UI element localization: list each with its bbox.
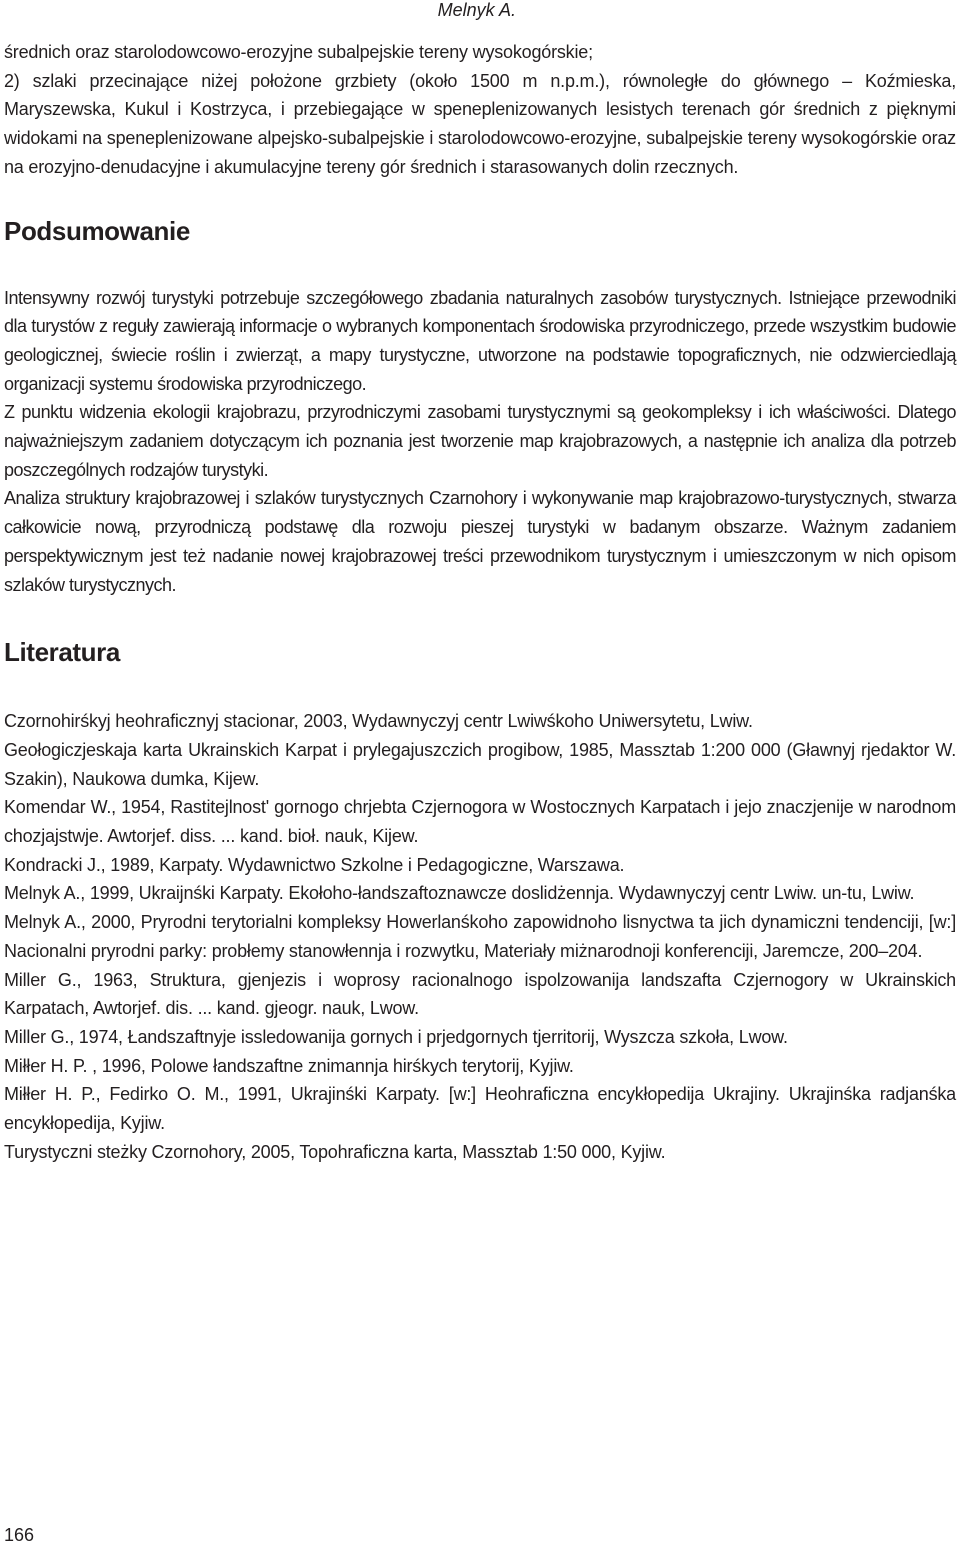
- summary-paragraph: Z punktu widzenia ekologii krajobrazu, przyrodniczymi zasobami turystycznymi są geokompleksy i ich właściwości. Dlatego najważniejszym zadaniem dotyczącym ich poznania jest tworzenie map krajobrazowych, a następnie ich analiza dla potrzeb poszczególnych rodzajów turystyki.: [4, 402, 956, 480]
- page-body: [4, 38, 956, 1167]
- summary-heading: Podsumowanie: [4, 215, 190, 246]
- summary-paragraph: Analiza struktury krajobrazowej i szlaków turystycznych Czarnohory i wykonywanie map krajobrazowo-turystycznych, stwarza całkowicie nową, przyrodniczą podstawę dla rozwoju pieszej turystyki w badanym obszarze. Ważnym zadaniem perspektywicznym jest też nadanie nowej krajobrazowej treści przewodnikom turystycznym i umieszczonym w nich opisom szlaków turystycznych.: [4, 488, 956, 595]
- summary-paragraph: Intensywny rozwój turystyki potrzebuje szczegółowego zbadania naturalnych zasobów turystycznych. Istniejące przewodniki dla turystów z reguły zawierają informacje o wybranych komponentach środowiska przyrodniczego, przede wszystkim budowie geologicznej, świecie roślin i zwierząt, a mapy turystyczne, utworzone na podstawie topograficznych, nie odzwierciedlają organizacji systemu środowiska przyrodniczego.: [4, 287, 956, 394]
- reference-entry: Miller G., 1974, Łandszaftnyje issledowanija gornych i prjedgornych tjerritorij, Wyszcza szkoła, Lwow.: [4, 1026, 788, 1047]
- reference-entry: Czornohirśkyj heohraficznyj stacionar, 2003, Wydawnyczyj centr Lwiwśkoho Uniwersytetu, Lwiw.: [4, 711, 753, 732]
- reference-entry: Kondracki J., 1989, Karpaty. Wydawnictwo Szkolne i Pedagogiczne, Warszawa.: [4, 854, 625, 875]
- reference-entry: Melnyk A., 1999, Ukraijnśki Karpaty. Ekołoho-łandszaftoznawcze doslidżennja. Wydawnyczyj centr Lwiw. un-tu, Lwiw.: [4, 883, 915, 904]
- reference-entry: Komendar W., 1954, Rastitejlnost' gornogo chrjebta Czjernogora w Wostocznych Karpatach i jejo znaczjenije w narodnom chozjajstwje. Awtorjef. diss. ... kand. bioł. nauk, Kijew.: [4, 797, 956, 847]
- literature-heading: Literatura: [4, 637, 120, 668]
- reference-entry: Miller G., 1963, Struktura, gjenjezis i woprosy racionalnogo ispolzowanija landszafta Czjernogory w Ukrainskich Karpatach, Awtorjef. dis. ... kand. gjeogr. nauk, Lwow.: [4, 969, 956, 1019]
- page-number: 166: [4, 1525, 35, 1545]
- reference-entry: Melnyk A., 2000, Pryrodni terytorialni kompleksy Howerlanśkoho zapowidnoho lisnyctwa ta jich dynamiczni tendenciji, [w:] Nacionalni pryrodni parky: probłemy stanowłennja i rozwytku, Materiały miżnarodnoji konferenciji, Jaremcze, 200–204.: [4, 912, 956, 961]
- running-header-author: Melnyk A.: [437, 0, 516, 20]
- reference-entry: Turystyczni steżky Czornohory, 2005, Topohraficzna karta, Massztab 1:50 000, Kyjiw.: [4, 1141, 666, 1162]
- intro-paragraph: średnich oraz starolodowcowo-erozyjne subalpejskie tereny wysokogórskie;: [4, 42, 593, 62]
- reference-entry: Miłłer H. P., Fedirko O. M., 1991, Ukrajinśki Karpaty. [w:] Heohraficzna encykłopedija Ukrajiny. Ukrajinśka radjanśka encykłopedija, Kyjiw.: [4, 1084, 956, 1134]
- intro-paragraph: 2) szlaki przecinające niżej położone grzbiety (około 1500 m n.p.m.), równoległe do głównego – Koźmieska, Maryszewska, Kukul i Kostrzyca, i przebiegające w speneplenizowanych lesistych terenach gór średnich z pięknymi widokami na speneplenizowane alpejsko-subalpejskie i starolodowcowo-erozyjne, subalpejskie tereny wysokogórskie oraz na erozyjno-denudacyjne i akumulacyjne tereny gór średnich i starasowanych dolin rzecznych.: [4, 70, 956, 177]
- reference-entry: Geołogiczjeskaja karta Ukrainskich Karpat i prylegajuszczich progibow, 1985, Massztab 1:200 000 (Gławnyj rjedaktor W. Szakin), Naukowa dumka, Kijew.: [4, 739, 956, 789]
- reference-entry: Miłłer H. P. , 1996, Polowe łandszaftne znimannja hirśkych terytorij, Kyjiw.: [4, 1055, 574, 1076]
